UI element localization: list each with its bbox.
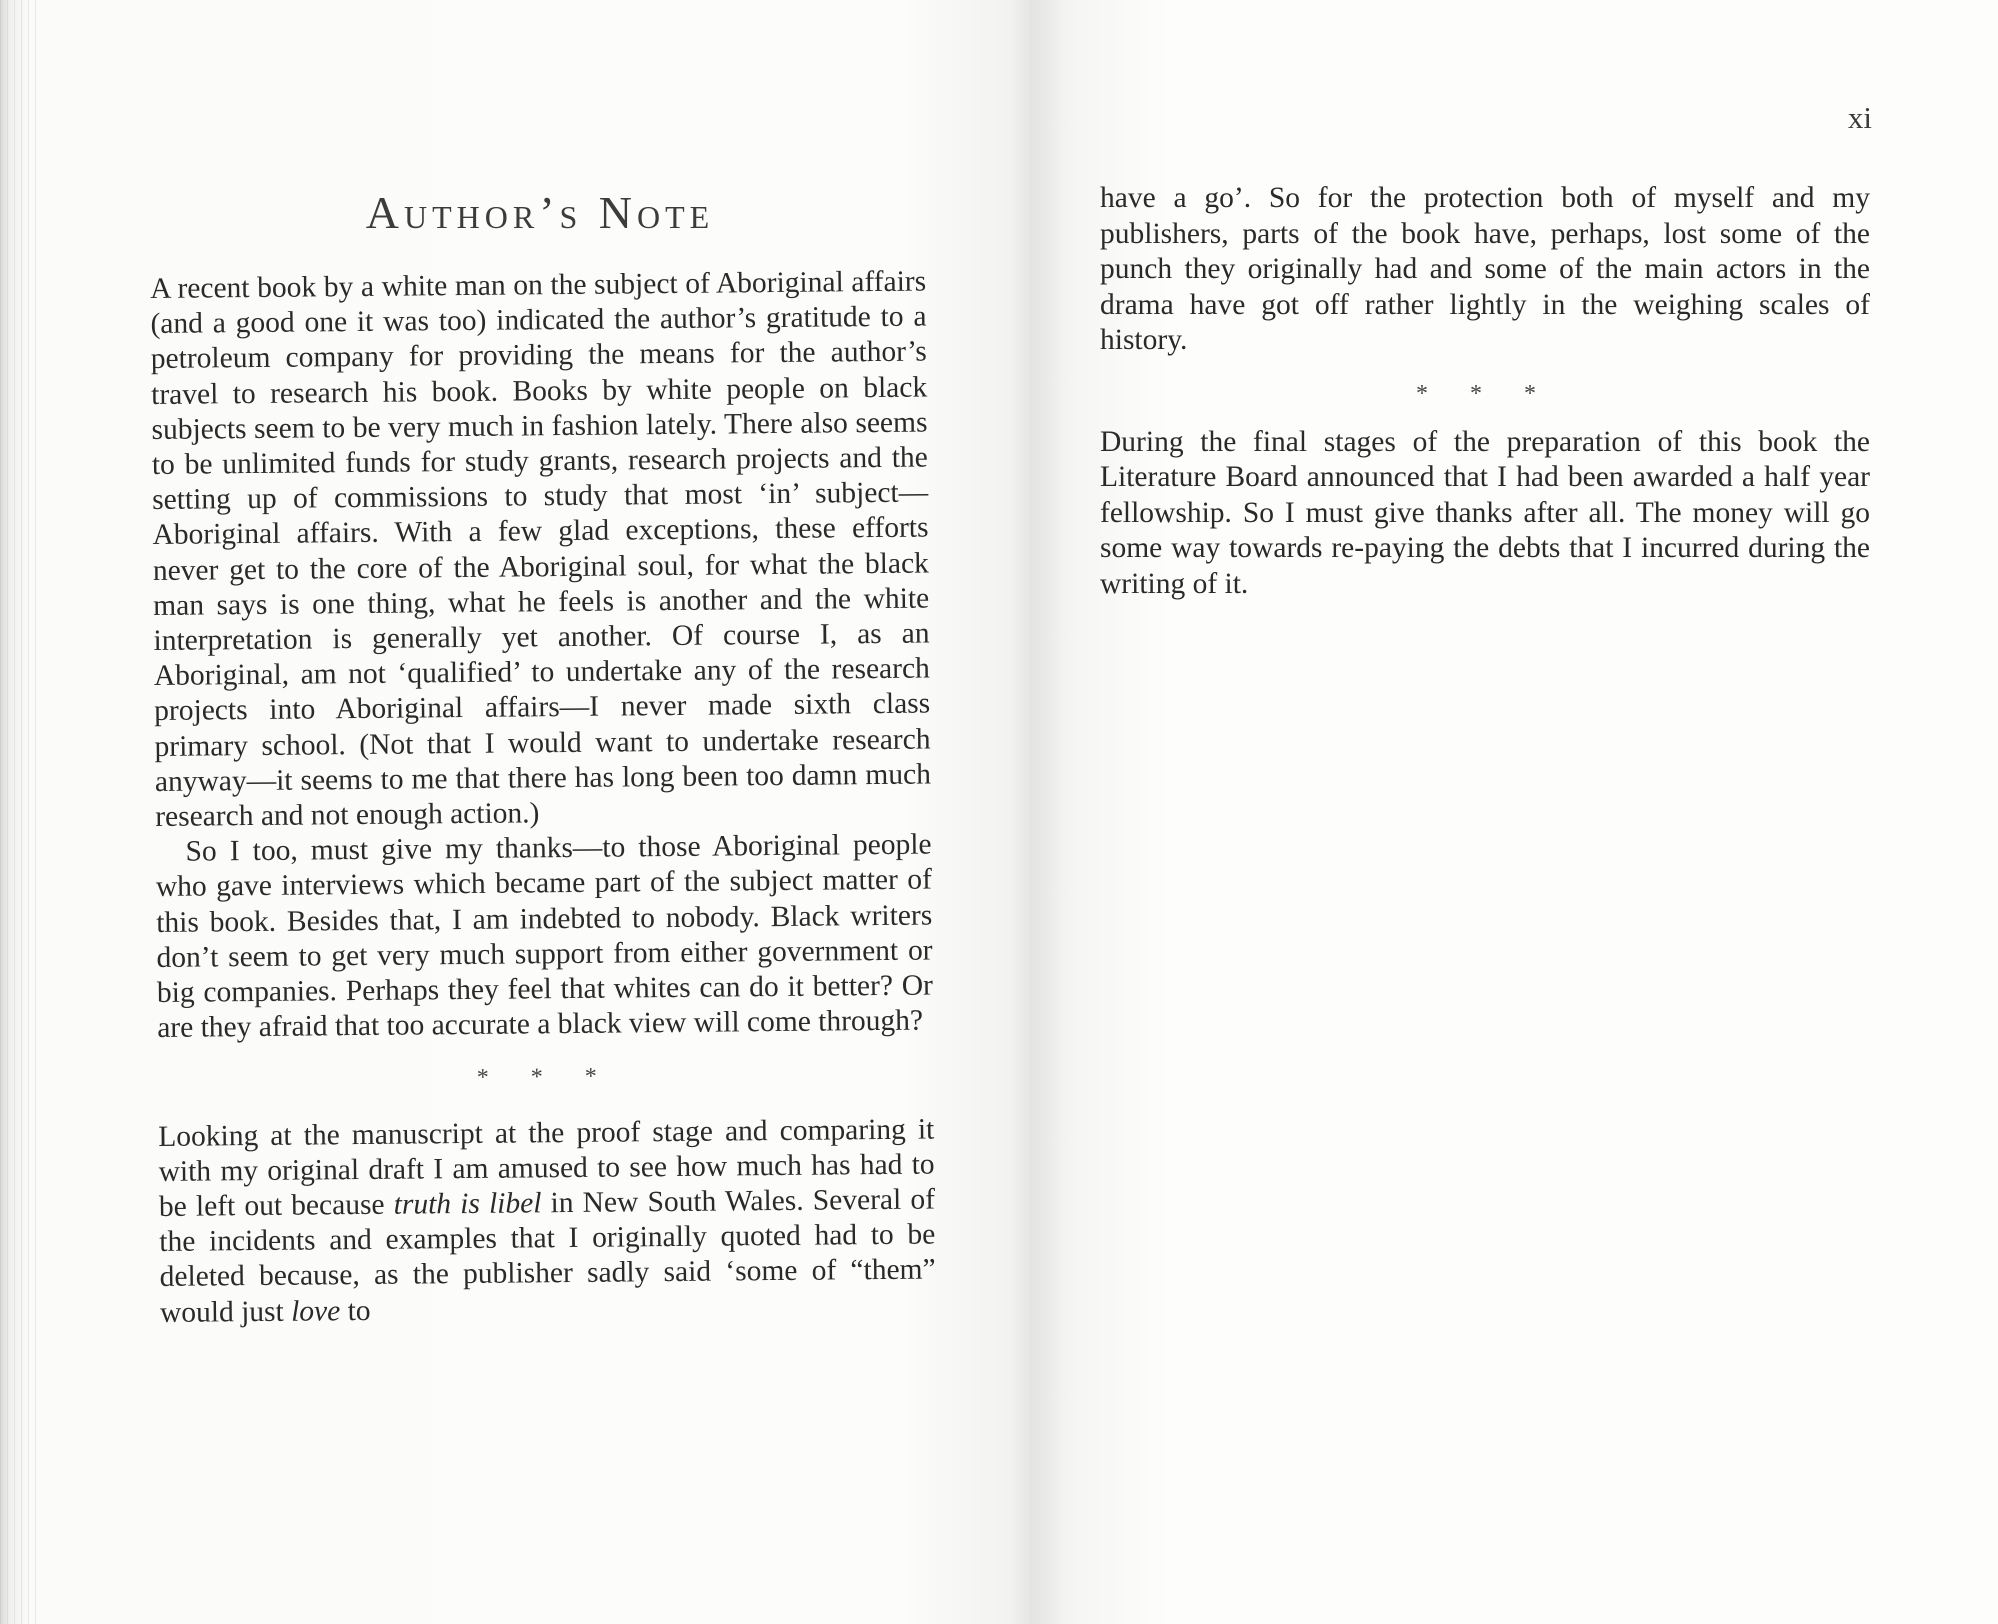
page-number: xi (1847, 100, 1872, 135)
paragraph-text: to (340, 1294, 371, 1327)
left-paragraph-3 (158, 1112, 936, 1331)
italic-phrase: truth is libel (393, 1187, 542, 1221)
section-separator: * * * (1416, 380, 1554, 407)
italic-word: love (290, 1294, 341, 1328)
chapter-title: Author’s Note (365, 186, 715, 238)
right-paragraph-1: have a go’. So for the protection both of myself and my publishers, parts of the book have, perhaps, lost some of the punch they originally had and some of the main actors in the drama have got off rather lightly in the weighing scales of history. (1100, 182, 1870, 357)
left-paragraph-1: A recent book by a white man on the subject of Aboriginal affairs (and a good one it was too) indicated the author’s gratitude to a petroleum company for providing the means for the author’s travel to research his book. Books by white people on black subjects seem to be very much in fashion lately. There also seems to be unlimited funds for study grants, research projects and the setting up of commissions to study that most ‘in’ subject—Aboriginal affairs. With a few glad exceptions, these efforts never get to the core of the Aboriginal soul, for what the black man says is one thing, what he feels is another and the white interpretation is generally yet another. Of course I, as an Aboriginal, am not ‘qualified’ to undertake any of the research projects into Aboriginal affairs—I never made sixth class primary school. (Not that I would want to undertake research anyway—it seems to me that there has long been too damn much research and not enough action.) (150, 265, 932, 834)
right-text-column (1100, 181, 1870, 603)
right-paragraph-2: During the final stages of the preparation of this book the Literature Board announced that I had been awarded a half year fellowship. So I must give thanks after all. The money will go some way towards re-paying the debts that I incurred during the writing of it. (1100, 425, 1870, 600)
page-edge-shading (0, 0, 40, 1624)
paragraph-text: Looking at the manuscript at the proof stage and comparing it with my original draft I am amused to see how much has had to be left out because (158, 1113, 935, 1224)
left-paragraph-2: So I too, must give my thanks—to those Aboriginal people who gave interviews which became part of the subject matter of this book. Besides that, I am indebted to nobody. Black writers don’t seem to get very much support from either government or big companies. Perhaps they feel that whites can do it better? Or are they afraid that too accurate a black view will come through? (155, 828, 934, 1045)
left-text-column (150, 265, 936, 1331)
section-separator: * * * (476, 1064, 615, 1092)
paragraph-text: in New South Wales. Several of the incidents and examples that I originally quoted had to be deleted because, as the publisher sadly said ‘some of “them” would just (159, 1183, 936, 1329)
